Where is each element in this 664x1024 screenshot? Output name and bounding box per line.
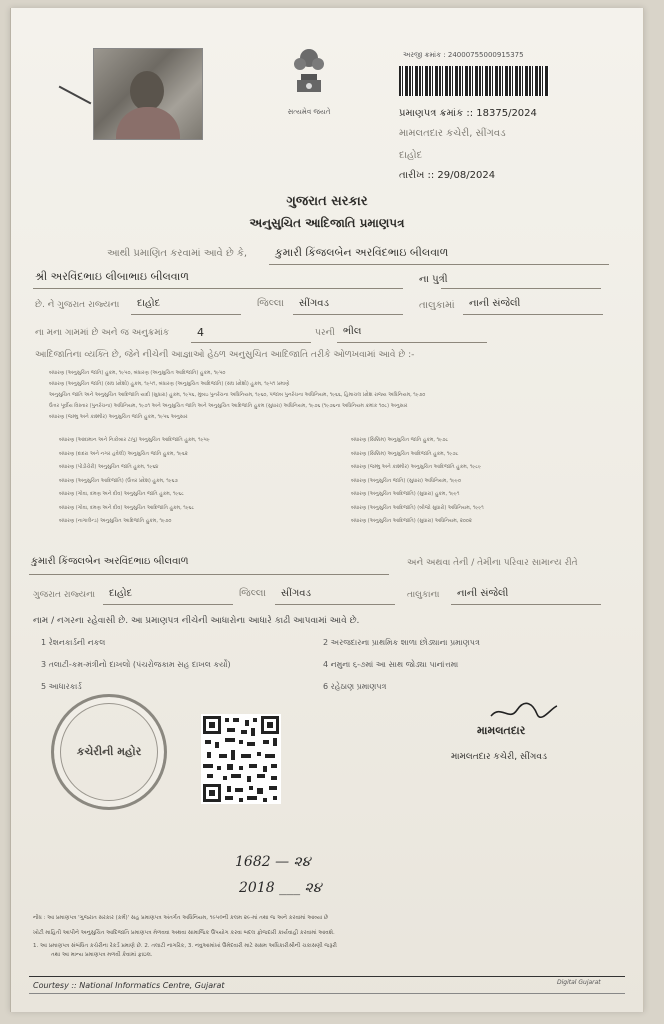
residence-text: અને અથવા તેની / તેમીના પરિવાર સામાન્ય રીતે — [407, 558, 578, 568]
order-item: બંધારણ (સિક્કિમ) અનુસુચિત આદિજાતિ હુકમ, ૧૯૭૮ — [351, 450, 459, 457]
footnotes — [33, 914, 625, 960]
document-item: 5 આધારકાર્ડ — [41, 682, 82, 691]
document-item: 3 તલાટી-કમ-મંત્રીનો દાખલો (પંચરોજકામ સહ દાખલ કર્યો) — [41, 660, 231, 669]
order-item: બંધારણ (પોંડીચેરી) અનુસુચિત જાતિ હુકમ, ૧૯૬૪ — [59, 464, 159, 470]
order-item: બંધારણ (ગોવા, દમણ અને દીવ) અનુસુચિત જાતિ હુકમ, ૧૯૬૮ — [59, 491, 184, 497]
taluka-label: તાલુકામાં — [419, 300, 455, 311]
serial-value: 4 — [197, 326, 204, 339]
res-state-label: ગુજરાત રાજ્યના — [33, 590, 96, 600]
order-item: બંધારણ (અનુસુચિત જાતિ) (સંઘ પ્રદેશો) હુકમ, ૧૯૫૧, બંધારણ (અનુસુચિત આદિજાતિ) (સંઘ પ્રદેશો) હુકમ, ૧૯૫૧ પ્રમાણે — [49, 381, 290, 387]
signatory-office: મામલતદાર કચેરી, સીંગવડ — [451, 752, 547, 762]
order-item: અનુસુચિત જાતિ અને અનુસુચિત આદિજાતિ યાદી (સુધારા) હુકમ, ૧૯૫૬, મુંબઇ પુનર્રચના અધિનિયમ, ૧૯૬૦, પંજાબ પુનર્રચના અધિનિયમ, ૧૯૬૬, હિમાચલ પ્રદેશ રાજ્ય અધિનિયમ, ૧૯૭૦ — [49, 392, 426, 398]
national-emblem-icon — [287, 44, 331, 114]
order-item: બંધારણ (અનુસુચિત આદિજાતિ) (ઉત્તર પ્રદેશ) હુકમ, ૧૯૬૭ — [59, 477, 178, 484]
caste-label: પરની — [315, 328, 335, 338]
applicant-name: કુમારી કિંજલબેન અરવિંદભાઇ બીલવાળ — [275, 246, 449, 259]
orders-right-column — [351, 434, 621, 529]
order-item: બંધારણ (અનુસુચિત આદિજાતિ) (બીજો સુધારો) અધિનિયમ, ૧૯૯૧ — [351, 504, 484, 511]
qr-code-icon — [201, 714, 281, 804]
taluka-value: નાની સંજેલી — [469, 298, 521, 309]
district: દાહોદ — [399, 150, 423, 161]
footnote-line: તથા આ માન્ય પ્રમાણપત્ર મળવી કેવામાં ફાઇલ. — [51, 952, 153, 958]
document-item: 2 અરજદારના પ્રાથમિક શાળા છોડ્યાના પ્રમાણપત્ર — [323, 638, 480, 647]
footnote-line: નોંધ : આ પ્રમાણપત્ર 'ગુજરાત સરકાર (કર્મ)' સહ પ્રમાણપત્ર અંતર્ગત અધિનિયમ, ૧૯૫૦ની કલમ ૨૯-માં તથા જ અને કરવામાં આવ્યા છે — [33, 915, 329, 921]
res-state-value: દાહોદ — [109, 588, 133, 599]
orders-left-column — [59, 434, 329, 529]
order-item: બંધારણ (દાદરા અને નગર હવેલી) અનુસુચિત જાતિ હુકમ, ૧૯૬૨ — [59, 450, 188, 457]
document-item: 1 રેશનકાર્ડની નકલ — [41, 638, 106, 647]
office-seal — [51, 694, 167, 810]
order-item: બંધારણ (અનુસુચિત આદિજાતિ) (સુધારા) હુકમ, ૧૯૯૧ — [351, 491, 460, 497]
order-item: બંધારણ (અનુસુચિત આદિજાતિ) (સુધારા) અધિનિયમ, ૨૦૦૨ — [351, 518, 472, 524]
certify-text: આથી પ્રમાણિત કરવામાં આવે છે કે, — [107, 248, 248, 259]
staple-pin — [59, 86, 92, 105]
footer-divider — [29, 976, 625, 977]
state-district-value: દાહોદ — [137, 298, 161, 309]
footer-divider-bottom — [29, 993, 625, 994]
order-item: બંધારણ (અનુસુચિત જાતિ) (સુધારા) અધિનિયમ, ૧૯૯૦ — [351, 477, 461, 484]
res-taluka-value: નાની સંજેલી — [457, 588, 509, 599]
caste-value: ભીલ — [343, 326, 362, 337]
courtesy-text: Courtesy :: National Informatics Centre, Gujarat — [33, 981, 225, 990]
order-item: બંધારણ (જમ્મુ અને કાશ્મીર) અનુસુચિત આદિજાતિ હુકમ, ૧૯૮૯ — [351, 464, 482, 470]
state-label: છે. ને ગુજરાત રાજ્યના — [35, 300, 120, 310]
handwritten-number-2: 2018 ___ ૨૪ — [239, 880, 322, 896]
residence-name: કુમારી કિંજલબેન અરવિંદભાઇ બીલવાળ — [31, 556, 189, 567]
serial-label: ના મના ગામમાં છે અને જ અનુક્રમાંક — [35, 328, 170, 338]
footnote-line: ખોટી માહિતી આપીને અનુસુચિત આદિજાતિ પ્રમાણપત્ર મેળવવા અથવા સામાજિક ઉપયોગ કરવા બદલ ફોજદારી કાર્યવાહી કરવામાં આવશે. — [33, 930, 335, 936]
order-item: બંધારણ (નાગાલેન્ડ) અનુસુચિત આદિજાતિ હુકમ, ૧૯૭૦ — [59, 518, 172, 524]
document-item: 6 રહેઠાણ પ્રમાણપત્ર — [323, 682, 387, 691]
barcode — [399, 66, 549, 96]
res-district-label: જિલ્લા — [239, 588, 266, 599]
footnote-line: 1. આ પ્રમાણપત્ર સંબંધિત કચેરીના રેકર્ડ પ્રમાણે છે. 2. તલાટી નાગરિક, 3. નવુઆમાંખાં ઉમેદવારી માટે સક્ષમ અધિકારીશ્રીની ચકાસણી જરૂરી — [33, 943, 337, 949]
issue-basis-text: નામ / નગરના રહેવાસી છે. આ પ્રમાણપત્ર નીચેની આધારોના આધારે કાઢી આપવામાં આવે છે. — [33, 616, 360, 626]
seal-text: કચેરીની મહોર — [76, 745, 142, 758]
certificate-number: પ્રમાણપત્ર ક્રમાંક :: 18375/2024 — [399, 108, 537, 119]
digital-gujarat-text: Digital Gujarat — [557, 979, 601, 986]
orders-list — [49, 368, 619, 423]
handwritten-number-1: 1682 — ૨૪ — [235, 854, 311, 870]
order-item: બંધારણ (અનુસુચિત જાતિ) હુકમ, ૧૯૫૦, બંધારણ (અનુસુચિત આદિજાતિ) હુકમ, ૧૯૫૦ — [49, 370, 226, 376]
father-name: શ્રી અરવિંદભાઇ લીબાભાઇ બીલવાળ — [35, 270, 189, 283]
certificate-paper — [10, 8, 644, 1012]
applicant-photo — [93, 48, 203, 140]
order-item: બંધારણ (સિક્કિમ) અનુસુચિત જાતિ હુકમ, ૧૯૭૮ — [351, 437, 449, 443]
barcode-label: અરજી ક્રમાંક : 24000755000915375 — [403, 51, 524, 59]
order-item: બંધારણ (જમ્મુ અને કાશ્મીર) અનુસુચિત જાતિ હુકમ, ૧૯૫૬ અનુસાર — [49, 414, 188, 420]
res-district-value: સીંગવડ — [281, 588, 311, 599]
document-item: 4 નમુના ૬-૭માં આ સાથ જોડ્યા પાનાંત્તમા — [323, 660, 459, 669]
issue-date: તારીખ :: 29/08/2024 — [399, 170, 496, 181]
certificate-title: અનુસુચિત આદિજાતિ પ્રમાણપત્ર — [249, 216, 405, 230]
order-item: બંધારણ (આંદામાન અને નિકોબાર ટાપુ) અનુસુચિત આદિજાતિ હુકમ, ૧૯૫૯ — [59, 437, 210, 443]
order-item: બંધારણ (ગોવા, દમણ અને દીવ) અનુસુચિત આદિજાતિ હુકમ, ૧૯૬૮ — [59, 504, 195, 511]
signatory-designation: મામલતદાર — [477, 724, 526, 737]
order-item: ઉત્તર પૂર્વીય વિસ્તાર (પુનર્રચના) અધિનિયમ, ૧૯૭૧ અને અનુસુચિત જાતિ અને અનુસુચિત આદિજાતિ હુકમ (સુધારા) અધિનિયમ, ૧૯૭૬ (૧૯૭૬ના અધિનિયમ ક્રમાંક ૧૦૮) અનુસાર — [49, 403, 408, 409]
tribe-text: આદિજાતિના વ્યક્તિ છે, જેને નીચેની આજ્ઞાઓ હેઠળ અનુસુચિત આદિજાતિ તરીકે ઓળખવામાં આવે છે :- — [35, 350, 415, 360]
res-taluka-label: તાલુકાના — [407, 590, 440, 600]
signature-icon — [487, 700, 559, 722]
district-label: જિલ્લા — [257, 298, 284, 309]
issuing-office: મામલતદાર કચેરી, સીંગવડ — [399, 128, 506, 139]
government-title: ગુજરાત સરકાર — [286, 194, 368, 209]
district-value: સીંગવડ — [299, 298, 329, 309]
emblem-caption: સત્યમેવ જયતે — [287, 108, 331, 116]
relation: ના પુત્રી — [419, 274, 448, 285]
